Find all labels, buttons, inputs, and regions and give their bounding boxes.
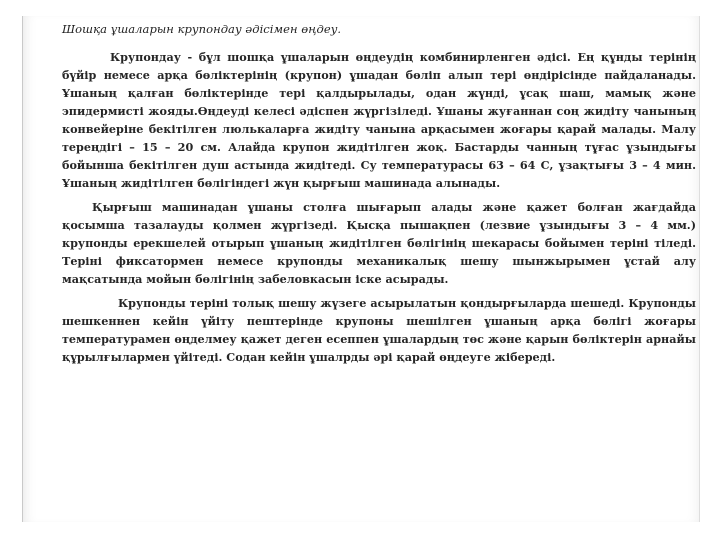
document-title: Шошқа ұшаларын крупондау әдісімен өңдеу.: [62, 22, 342, 36]
document-body: [62, 22, 696, 372]
paragraph-3: Крупонды теріні толық шешу жүзеге асырылатын қондырғыларда шешеді. Крупонды шешкеннен кейін үйіту пештерінде крупоны шешілген ұшаның арқа бөлігі жоғары температурамен өңделмеу қажет деген есеппен ұшалардың төс және қарын бөліктерін арнайы құрылғылармен үйітеді. Содан кейін ұшалрды әрі қарай өңдеуге жібереді.: [62, 296, 696, 364]
paragraph-2: Қырғыш машинадан ұшаны столға шығарып алады және қажет болған жағдайда қосымша тазалауды қолмен жүргізеді. Қысқа пышақпен (лезвие ұзындығы 3 – 4 мм.) крупонды ерекшелей отырып ұшаның жидітілген бөлігінің шекарасы бойымен теріні тіледі. Теріні фиксатормен немесе крупонды механикалық шешу шынжырымен ұстай алу мақсатында мойын бөлігінің забеловкасын іске асырады.: [62, 200, 696, 286]
paragraph-1: Крупондау - бұл шошқа ұшаларын өңдеудің комбинирленген әдісі. Ең құнды терінің бүйір немесе арқа бөліктерінің (крупон) ұшадан бөліп алып тері өндірісінде пайдаланады. Ұшаның қалған бөліктерінде тері қалдырылады, одан жүнді, ұсақ шаш, мамық және эпидермисті жояды.Өңдеуді келесі әдіспен жүргізіледі. Ұшаны жуғаннан соң жидіту чанының конвейеріне бекітілген люлькаларға жидіту чанына арқасымен жоғары қарай малады. Малу тереңдігі – 15 – 20 см. Алайда крупон жидітілген жоқ. Бастарды чанның тұғас ұзындығы бойынша бекітілген душ астында жидітеді. Су температурасы 63 – 64 С, ұзақтығы 3 – 4 мин. Ұшаның жидітілген бөлігіндегі жүн қырғыш машинада алынады.: [62, 50, 696, 190]
